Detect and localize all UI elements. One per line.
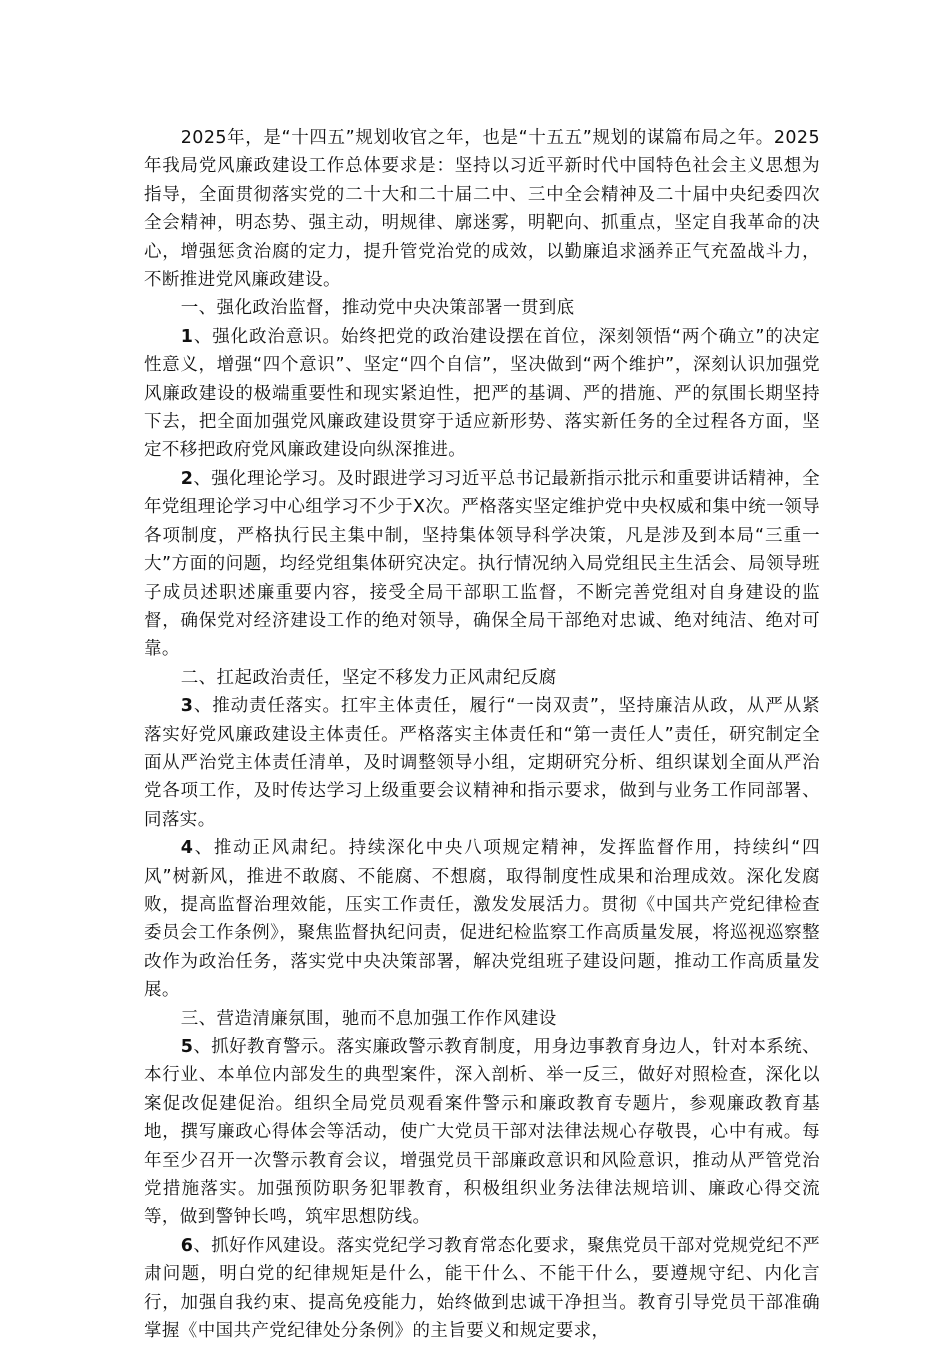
item-number: 4 bbox=[180, 838, 194, 859]
intro-paragraph: 2025年，是“十四五”规划收官之年，也是“十五五”规划的谋篇布局之年。2025年我局党风廉政建设工作总体要求是：坚持以习近平新时代中国特色社会主义思想为指导，全面贯彻落实党的二十大和二十届二中、三中全会精神及二十届中央纪委四次全会精神，明态势、强主动，明规律、廓迷雾，明靶向、抓重点，坚定自我革命的决心，增强惩贪治腐的定力，提升管党治党的成效，以勤廉追求涵养正气充盈战斗力，不断推进党风廉政建设。 bbox=[144, 128, 820, 291]
item-text: 、抓好作风建设。落实党纪学习教育常态化要求，聚焦党员干部对党规党纪不严肃问题，明白党的纪律规矩是什么，能干什么、不能干什么，要遵规守纪、内化言行，加强自我约束、提高免疫能力，始终做到忠诚干净担当。教育引导党员干部准确掌握《中国共产党纪律处分条例》的主旨要义和规定要求， bbox=[144, 1235, 820, 1342]
item-number: 1 bbox=[180, 326, 194, 347]
item-text: 、强化政治意识。始终把党的政治建设摆在首位，深刻领悟“两个确立”的决定性意义，增强“四个意识”、坚定“四个自信”，坚决做到“两个维护”，深刻认识加强党风廉政建设的极端重要性和现实紧迫性，把严的基调、严的措施、严的氛围长期坚持下去，把全面加强党风廉政建设贯穿于适应新形势、落实新任务的全过程各方面，坚定不移把政府党风廉政建设向纵深推进。 bbox=[144, 326, 820, 461]
item-text: 、强化理论学习。及时跟进学习习近平总书记最新指示批示和重要讲话精神，全年党组理论学习中心组学习不少于X次。严格落实坚定维护党中央权威和集中统一领导各项制度，严格执行民主集中制，坚持集体领导科学决策，凡是涉及到本局“三重一大”方面的问题，均经党组集体研究决定。执行情况纳入局党组民主生活会、局领导班子成员述职述廉重要内容，接受全局干部职工监督，不断完善党组对自身建设的监督，确保党对经济建设工作的绝对领导，确保全局干部绝对忠诚、绝对纯洁、绝对可靠。 bbox=[144, 468, 820, 660]
item-number: 3 bbox=[180, 696, 194, 717]
section-heading-3: 三、营造清廉氛围，驰而不息加强工作作风建设 bbox=[180, 1008, 557, 1029]
document-body bbox=[144, 124, 820, 1345]
item-number: 5 bbox=[180, 1037, 194, 1057]
item-paragraph-5 bbox=[144, 1033, 820, 1232]
section-heading-2: 二、扛起政治责任，坚定不移发力正风肃纪反腐 bbox=[180, 667, 557, 688]
item-text: 、推动正风肃纪。持续深化中央八项规定精神，发挥监督作用，持续纠“四风”树新风，推进不敢腐、不能腐、不想腐，取得制度性成果和治理成效。深化发腐败，提高监督治理效能，压实工作责任，激发发展活力。贯彻《中国共产党纪律检查委员会工作条例》，聚焦监督执纪问责，促进纪检监察工作高质量发展，将巡视巡察整改作为政治任务，落实党中央决策部署，解决党组班子建设问题，推动工作高质量发展。 bbox=[144, 838, 820, 1001]
section-heading-1: 一、强化政治监督，推动党中央决策部署一贯到底 bbox=[180, 298, 575, 319]
item-paragraph-1 bbox=[144, 323, 820, 465]
item-number: 2 bbox=[180, 468, 194, 489]
item-text: 、推动责任落实。扛牢主体责任，履行“一岗双责”，坚持廉洁从政，从严从紧落实好党风廉政建设主体责任。严格落实主体责任和“第一责任人”责任，研究制定全面从严治党主体责任清单，及时调整领导小组，定期研究分析、组织谋划全面从严治党各项工作，及时传达学习上级重要会议精神和指示要求，做到与业务工作同部署、同落实。 bbox=[144, 696, 820, 830]
item-text: 、抓好教育警示。落实廉政警示教育制度，用身边事教育身边人，针对本系统、本行业、本单位内部发生的典型案件，深入剖析、举一反三，做好对照检查，深化以案促改促建促治。组织全局党员观看案件警示和廉政教育专题片，参观廉政教育基地，撰写廉政心得体会等活动，使广大党员干部对法律法规心存敬畏，心中有戒。每年至少召开一次警示教育会议，增强党员干部廉政意识和风险意识，推动从严管党治党措施落实。加强预防职务犯罪教育，积极组织业务法律法规培训、廉政心得交流等，做到警钟长鸣，筑牢思想防线。 bbox=[144, 1037, 820, 1228]
item-paragraph-6 bbox=[144, 1232, 820, 1345]
item-paragraph-4 bbox=[144, 834, 820, 1004]
item-paragraph-2 bbox=[144, 465, 820, 664]
item-paragraph-3 bbox=[144, 692, 820, 834]
item-number: 6 bbox=[180, 1235, 194, 1256]
